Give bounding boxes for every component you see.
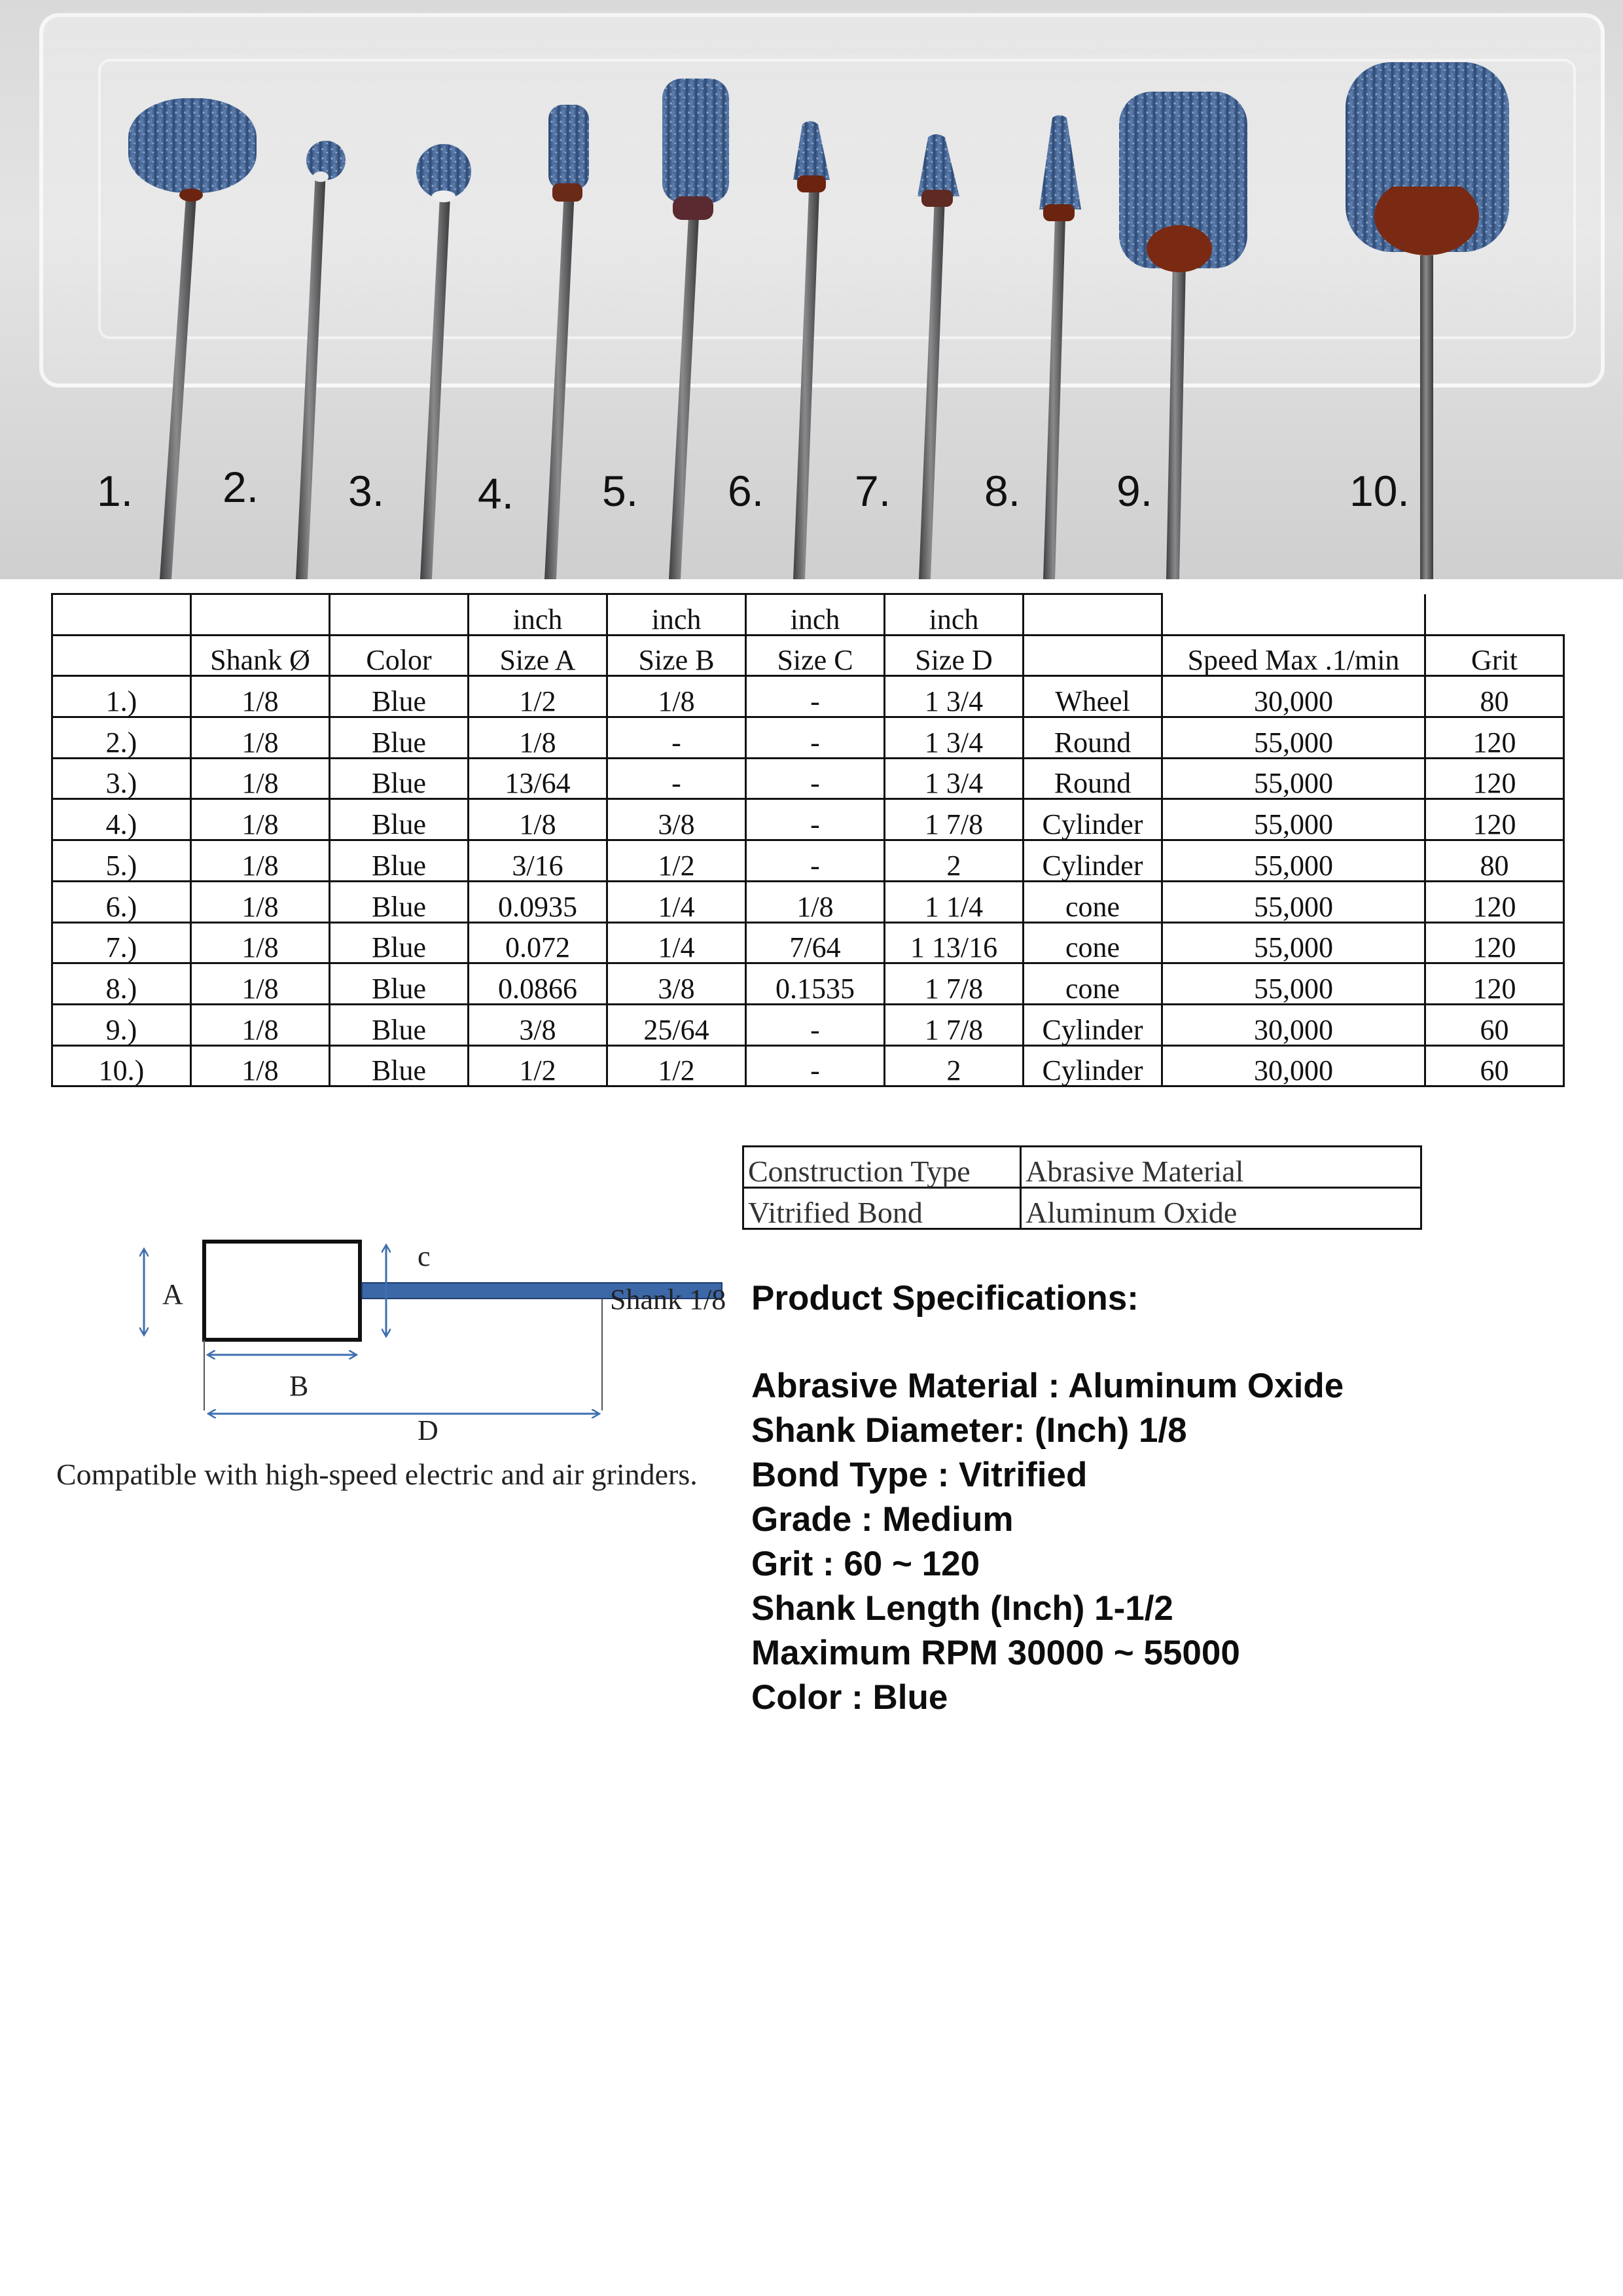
- table-cell: cone: [1024, 922, 1162, 963]
- table-cell: -: [746, 1045, 885, 1086]
- shank-10: [1420, 255, 1433, 579]
- collar-2: [313, 171, 329, 182]
- table-cell: 55,000: [1162, 758, 1425, 799]
- table-cell: 3/8: [469, 1004, 607, 1045]
- table-cell: 120: [1425, 881, 1564, 922]
- table-cell: 2: [885, 840, 1024, 882]
- table-cell: Cylinder: [1024, 1045, 1162, 1086]
- table-cell: Cylinder: [1024, 840, 1162, 882]
- spec-line: Grit : 60 ~ 120: [751, 1545, 980, 1583]
- table-cell: 2: [885, 1045, 1024, 1086]
- table-cell: 60: [1425, 1045, 1564, 1086]
- table-row: [52, 717, 1564, 759]
- table-cell: 1 3/4: [885, 758, 1024, 799]
- table-cell: 3/8: [607, 799, 746, 840]
- spec-line: Shank Diameter: (Inch) 1/8: [751, 1411, 1187, 1450]
- table-cell: 3/16: [469, 840, 607, 882]
- unit-cell: inch: [469, 594, 607, 636]
- table-row: [52, 963, 1564, 1005]
- header-cell: Grit: [1425, 635, 1564, 676]
- header-cell: Size C: [746, 635, 885, 676]
- table-cell: 1 7/8: [885, 799, 1024, 840]
- table-cell: 1/2: [469, 676, 607, 717]
- table-cell: 1/8: [746, 881, 885, 922]
- table-cell: 1 3/4: [885, 676, 1024, 717]
- material-row: [743, 1147, 1421, 1188]
- table-row: [52, 676, 1564, 717]
- shank-7: [919, 196, 945, 579]
- table-cell: 55,000: [1162, 840, 1425, 882]
- table-cell: 5.): [52, 840, 191, 882]
- table-cell: 7.): [52, 922, 191, 963]
- stone-1: [128, 98, 257, 193]
- stone-6: [793, 121, 830, 180]
- material-row: [743, 1188, 1421, 1229]
- table-cell: Blue: [330, 758, 469, 799]
- shank-label: Shank 1/8: [610, 1283, 726, 1316]
- table-cell: 1/8: [191, 676, 330, 717]
- table-cell: 1 7/8: [885, 1004, 1024, 1045]
- table-cell: 1/8: [191, 963, 330, 1005]
- table-cell: 55,000: [1162, 922, 1425, 963]
- collar-6: [797, 175, 826, 192]
- table-cell: Round: [1024, 717, 1162, 759]
- table-cell: -: [746, 676, 885, 717]
- table-cell: 1/8: [607, 676, 746, 717]
- spec-rows: [52, 676, 1564, 1086]
- header-cell: [1024, 635, 1162, 676]
- table-cell: Blue: [330, 799, 469, 840]
- table-cell: 1/8: [191, 758, 330, 799]
- table-cell: 30,000: [1162, 676, 1425, 717]
- table-cell: 1/8: [191, 1004, 330, 1045]
- header-cell: Speed Max .1/min: [1162, 635, 1425, 676]
- material-table: [742, 1145, 1422, 1230]
- table-cell: 1/8: [191, 717, 330, 759]
- table-cell: 13/64: [469, 758, 607, 799]
- table-cell: 60: [1425, 1004, 1564, 1045]
- spec-line: Abrasive Material : Aluminum Oxide: [751, 1367, 1344, 1405]
- bit-label-2: 2.: [223, 463, 259, 511]
- table-row: [52, 1045, 1564, 1086]
- table-cell: 1/8: [191, 799, 330, 840]
- header-cell: Size D: [885, 635, 1024, 676]
- dim-d-label: D: [418, 1414, 438, 1446]
- table-cell: -: [746, 1004, 885, 1045]
- spec-line: Grade : Medium: [751, 1500, 1014, 1539]
- table-row: [52, 840, 1564, 882]
- material-cell: Construction Type: [743, 1147, 1021, 1188]
- table-cell: 8.): [52, 963, 191, 1005]
- bit-label-6: 6.: [728, 467, 764, 515]
- table-cell: Blue: [330, 922, 469, 963]
- table-row: [52, 881, 1564, 922]
- table-cell: 80: [1425, 840, 1564, 882]
- bit-label-7: 7.: [855, 467, 891, 515]
- stone-4: [548, 105, 589, 190]
- table-cell: 1/8: [469, 799, 607, 840]
- table-cell: 120: [1425, 758, 1564, 799]
- dimension-diagram: [118, 1230, 746, 1456]
- table-cell: 1/8: [191, 1045, 330, 1086]
- table-cell: 55,000: [1162, 963, 1425, 1005]
- table-cell: 1 13/16: [885, 922, 1024, 963]
- table-cell: Blue: [330, 963, 469, 1005]
- product-photo: [0, 0, 1623, 579]
- table-cell: -: [607, 758, 746, 799]
- table-cell: 9.): [52, 1004, 191, 1045]
- table-cell: 7/64: [746, 922, 885, 963]
- table-cell: Blue: [330, 1045, 469, 1086]
- table-cell: Blue: [330, 717, 469, 759]
- table-cell: 1/4: [607, 881, 746, 922]
- stone-outline: [204, 1242, 360, 1340]
- table-cell: 1 1/4: [885, 881, 1024, 922]
- table-cell: 4.): [52, 799, 191, 840]
- table-cell: Blue: [330, 840, 469, 882]
- shank-9: [1166, 262, 1186, 579]
- bit-label-5: 5.: [602, 467, 639, 515]
- table-cell: 1 3/4: [885, 717, 1024, 759]
- specification-table: [51, 593, 1565, 1087]
- table-cell: 120: [1425, 717, 1564, 759]
- table-cell: 1/8: [191, 922, 330, 963]
- dim-b-label: B: [289, 1370, 309, 1402]
- shank-1: [160, 196, 196, 579]
- table-cell: 1/4: [607, 922, 746, 963]
- unit-cell: inch: [746, 594, 885, 636]
- table-cell: Cylinder: [1024, 1004, 1162, 1045]
- table-cell: Cylinder: [1024, 799, 1162, 840]
- shank-3: [420, 196, 450, 579]
- bit-label-3: 3.: [348, 467, 385, 515]
- stones: [128, 62, 1509, 272]
- table-cell: 55,000: [1162, 881, 1425, 922]
- table-cell: 1/2: [607, 1045, 746, 1086]
- header-cell: Size A: [469, 635, 607, 676]
- spec-line: Color : Blue: [751, 1678, 948, 1717]
- collar-4: [552, 183, 582, 202]
- table-cell: 80: [1425, 676, 1564, 717]
- table-cell: 25/64: [607, 1004, 746, 1045]
- shank-2: [296, 170, 326, 579]
- shank-4: [544, 190, 575, 579]
- bit-label-1: 1.: [97, 467, 134, 515]
- dim-c-label: c: [418, 1240, 431, 1272]
- bit-label-8: 8.: [984, 467, 1021, 515]
- bit-label-9: 9.: [1116, 467, 1153, 515]
- table-cell: 3.): [52, 758, 191, 799]
- spec-line: Maximum RPM 30000 ~ 55000: [751, 1634, 1240, 1672]
- table-row: [52, 758, 1564, 799]
- collar-3: [432, 190, 455, 202]
- table-cell: 1/8: [191, 881, 330, 922]
- material-cell: Vitrified Bond: [743, 1188, 1021, 1229]
- table-cell: -: [746, 799, 885, 840]
- material-cell: Abrasive Material: [1021, 1147, 1421, 1188]
- collar-1: [179, 188, 203, 202]
- table-row: [52, 1004, 1564, 1045]
- table-cell: Blue: [330, 881, 469, 922]
- header-cell: Size B: [607, 635, 746, 676]
- collar-8: [1043, 204, 1075, 221]
- product-specs-title: Product Specifications:: [751, 1279, 1139, 1318]
- bit-label-10: 10.: [1349, 467, 1410, 515]
- bit-label-4: 4.: [478, 469, 514, 518]
- table-cell: -: [746, 840, 885, 882]
- unit-cell: inch: [885, 594, 1024, 636]
- table-cell: 10.): [52, 1045, 191, 1086]
- table-cell: 0.1535: [746, 963, 885, 1005]
- table-cell: Wheel: [1024, 676, 1162, 717]
- table-row: [52, 799, 1564, 840]
- table-cell: Round: [1024, 758, 1162, 799]
- table-cell: 0.0935: [469, 881, 607, 922]
- table-cell: 1/8: [191, 840, 330, 882]
- table-cell: Blue: [330, 1004, 469, 1045]
- stone-10-top: [1346, 62, 1509, 187]
- table-cell: 3/8: [607, 963, 746, 1005]
- table-cell: 0.0866: [469, 963, 607, 1005]
- table-cell: 120: [1425, 799, 1564, 840]
- stone-7: [918, 134, 959, 196]
- table-cell: -: [746, 717, 885, 759]
- spec-line: Bond Type : Vitrified: [751, 1456, 1088, 1494]
- shank-8: [1043, 216, 1065, 579]
- table-cell: 1/2: [607, 840, 746, 882]
- table-cell: 1/2: [469, 1045, 607, 1086]
- table-cell: 30,000: [1162, 1045, 1425, 1086]
- table-cell: -: [746, 758, 885, 799]
- product-specifications: [751, 1276, 1344, 1720]
- material-cell: Aluminum Oxide: [1021, 1188, 1421, 1229]
- header-row: [52, 635, 1564, 676]
- table-cell: 2.): [52, 717, 191, 759]
- table-cell: 55,000: [1162, 717, 1425, 759]
- stone-8: [1039, 115, 1081, 209]
- table-cell: 30,000: [1162, 1004, 1425, 1045]
- collar-9: [1147, 225, 1212, 272]
- collar-7: [921, 190, 953, 207]
- table-cell: 1/8: [469, 717, 607, 759]
- compatibility-caption: Compatible with high-speed electric and air grinders.: [56, 1458, 698, 1491]
- table-row: [52, 922, 1564, 963]
- table-cell: 0.072: [469, 922, 607, 963]
- shank-5: [669, 216, 699, 579]
- header-cell: [52, 635, 191, 676]
- unit-cell: inch: [607, 594, 746, 636]
- table-cell: cone: [1024, 881, 1162, 922]
- table-cell: 55,000: [1162, 799, 1425, 840]
- unit-row: [52, 594, 1564, 636]
- header-cell: Color: [330, 635, 469, 676]
- table-cell: Blue: [330, 676, 469, 717]
- table-cell: -: [607, 717, 746, 759]
- table-cell: 120: [1425, 963, 1564, 1005]
- spec-line: Shank Length (Inch) 1-1/2: [751, 1589, 1173, 1628]
- collar-5: [673, 196, 713, 220]
- header-cell: Shank Ø: [191, 635, 330, 676]
- collar-10: [1374, 177, 1479, 255]
- shank-6: [793, 190, 819, 579]
- table-cell: 1.): [52, 676, 191, 717]
- stone-5: [662, 79, 729, 203]
- table-cell: cone: [1024, 963, 1162, 1005]
- table-cell: 1 7/8: [885, 963, 1024, 1005]
- table-cell: 120: [1425, 922, 1564, 963]
- dim-a-label: A: [162, 1278, 183, 1310]
- table-cell: 6.): [52, 881, 191, 922]
